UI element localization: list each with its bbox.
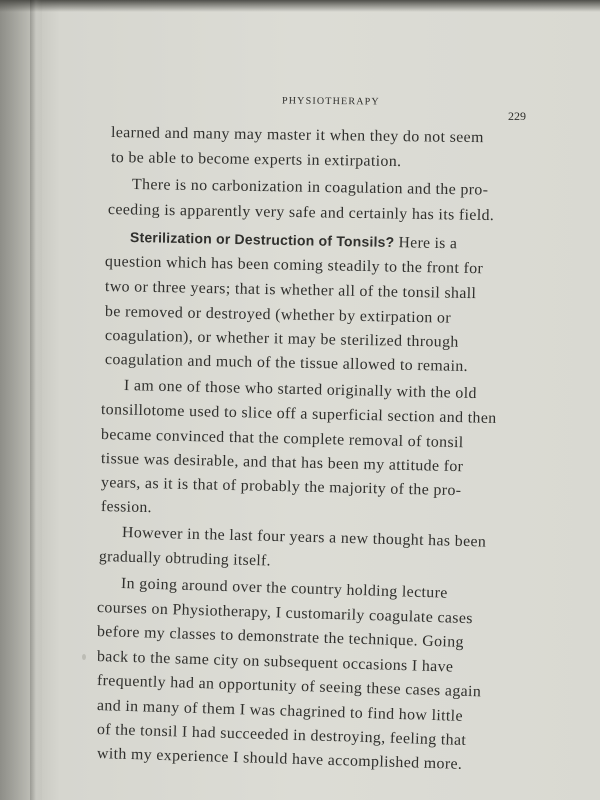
- section-heading: Sterilization or Destruction of Tonsils?: [129, 229, 395, 251]
- text-line: However in the last four years a new thought has been: [121, 524, 487, 551]
- text-line: to be able to become experts in extirpation.: [110, 149, 402, 171]
- text-line: frequently had an opportunity of seeing these cases again: [96, 672, 482, 701]
- text-line: question which has been coming steadily to the front for: [104, 253, 484, 278]
- text-line: be removed or destroyed (whether by extirpation or: [104, 303, 452, 327]
- text-line: before my classes to demonstrate the technique. Going: [96, 623, 465, 651]
- text-line: tissue was desirable, and that has been my attitude for: [100, 450, 464, 476]
- section-heading-tail: Here is a: [398, 234, 458, 253]
- text-line: coagulation), or whether it may be sterilized through: [104, 327, 459, 351]
- running-head: PHYSIOTHERAPY: [281, 95, 380, 108]
- text-line: fession.: [100, 498, 153, 517]
- text-line: of the tonsil I had succeeded in destroying, feeling that: [96, 721, 467, 749]
- text-line: gradually obtruding itself.: [98, 548, 272, 570]
- text-line: two or three years; that is whether all of the tonsil shall: [104, 278, 477, 303]
- text-line: There is no carbonization in coagulation and the pro-: [131, 176, 489, 199]
- text-line: learned and many may master it when they do not seem: [110, 124, 484, 147]
- text-line: tonsillotome used to slice off a superficial section and then: [100, 401, 497, 427]
- text-line: years, as it is that of probably the majority of the pro-: [100, 474, 462, 500]
- text-line: ceeding is apparently very safe and certainly has its field.: [107, 201, 495, 225]
- section-heading-line: [130, 229, 458, 253]
- text-line: and in many of them I was chagrined to find how little: [96, 697, 464, 725]
- text-line: I am one of those who started originally with the old: [123, 377, 477, 403]
- text-line: In going around over the country holding lecture: [120, 575, 448, 602]
- page-number: 229: [508, 109, 526, 123]
- text-line: back to the same city on subsequent occasions I have: [96, 648, 454, 676]
- text-line: became convinced that the complete removal of tonsil: [100, 426, 464, 452]
- text-line: courses on Physiotherapy, I customarily coagulate cases: [96, 599, 474, 628]
- page-smudge: [82, 654, 86, 660]
- text-line: coagulation and much of the tissue allowed to remain.: [104, 351, 469, 375]
- text-line: with my experience I should have accomplished more.: [96, 745, 463, 773]
